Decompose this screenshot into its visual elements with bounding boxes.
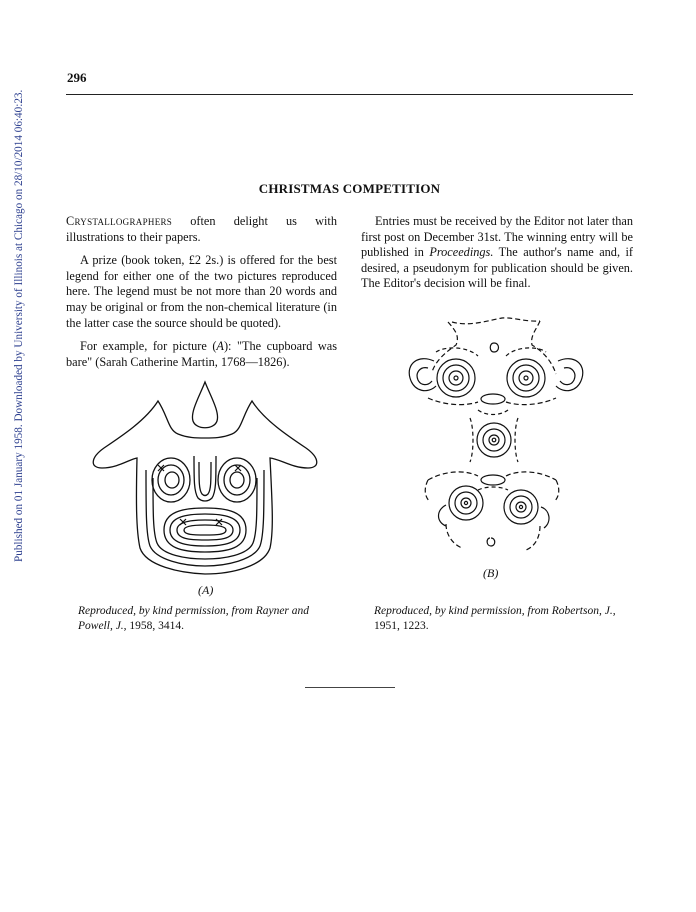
page-number: 296 [67, 70, 87, 85]
download-watermark: Published on 01 January 1958. Downloaded by University of Illinois at Chicago on 28/10/2014 06:40:23. [13, 89, 25, 562]
figure-b-credit-ref: 1951, 1223. [374, 620, 429, 632]
prize-paragraph: A prize (book token, £2 2s.) is offered for the best legend for either one of the two pictures reproduced here. The legend must be not more than 20 words and may be original or from the non-chemical literature (in the latter case the source should be quoted). [66, 253, 337, 330]
intro-text: often delight us with illustrations to their papers. [66, 214, 337, 244]
entries-text-post: The author's name and, if desired, a pseudonym for publication should be given. The Editor's decision will be final. [361, 245, 633, 291]
figure-a-credit-ref: 1958, 3414. [126, 620, 185, 632]
figure-b-credit-text: Reproduced, by kind permission, from Robertson, J., [374, 605, 616, 617]
figure-a-label: (A) [198, 583, 214, 597]
figure-b-credit [374, 604, 634, 634]
example-ref: A [216, 339, 224, 354]
proceedings-ref: Proceedings. [429, 245, 494, 260]
figure-b-label: (B) [483, 566, 499, 580]
entries-text-pre: Entries must be received by the Editor not later than first post on December 31st. The winning entry will be published in [361, 214, 633, 260]
figure-a-credit-text: Reproduced, by kind permission, from Rayner and Powell, J., [78, 605, 310, 632]
figure-a-credit [78, 604, 346, 634]
example-text-post: ): "The cupboard was bare" (Sarah Catherine Martin, 1768—1826). [66, 339, 337, 369]
lead-word: Crystallographers [66, 214, 173, 228]
footer-rule [305, 687, 395, 688]
example-text-pre: For example, for picture ( [80, 339, 217, 354]
article-title: CHRISTMAS COMPETITION [258, 181, 441, 196]
